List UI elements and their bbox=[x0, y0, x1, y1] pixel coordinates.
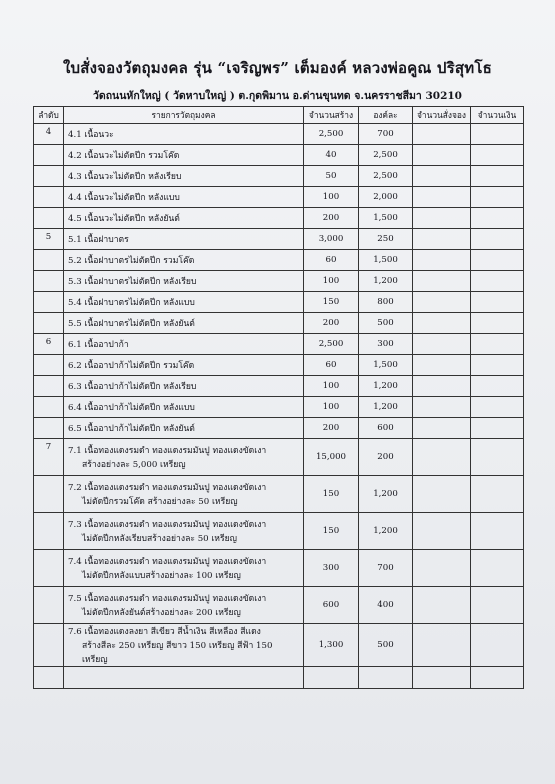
table-row bbox=[34, 229, 524, 250]
item-quantity-made: 100 bbox=[304, 271, 359, 292]
table-row bbox=[34, 145, 524, 166]
order-amount-cell[interactable] bbox=[471, 550, 524, 587]
order-quantity-cell[interactable] bbox=[413, 187, 471, 208]
item-quantity-made: 600 bbox=[304, 587, 359, 624]
table-row bbox=[34, 587, 524, 624]
table-header-row bbox=[34, 107, 524, 124]
item-description bbox=[64, 513, 304, 550]
item-description bbox=[64, 550, 304, 587]
order-amount-cell[interactable] bbox=[471, 250, 524, 271]
item-description-line1: 7.6 เนื้อทองแดงลงยา สีเขียว สีน้ำเงิน สีเหลือง สีแดง bbox=[68, 627, 261, 637]
item-quantity-made: 60 bbox=[304, 355, 359, 376]
item-unit-price: 2,500 bbox=[359, 145, 413, 166]
item-unit-price: 800 bbox=[359, 292, 413, 313]
item-description-line1: 6.2 เนื้ออาปาก้าไม่ตัดปีก รวมโค๊ด bbox=[68, 361, 195, 371]
table-row bbox=[34, 124, 524, 145]
item-description-line1: 4.4 เนื้อนวะไม่ตัดปีก หลังแบบ bbox=[68, 193, 180, 203]
order-quantity-cell[interactable] bbox=[413, 145, 471, 166]
order-quantity-cell[interactable] bbox=[413, 513, 471, 550]
item-unit-price: 700 bbox=[359, 550, 413, 587]
item-group-number bbox=[34, 250, 64, 271]
item-group-number bbox=[34, 397, 64, 418]
table-row bbox=[34, 208, 524, 229]
item-group-number bbox=[34, 271, 64, 292]
item-group-number bbox=[34, 550, 64, 587]
order-quantity-cell[interactable] bbox=[413, 124, 471, 145]
table-row bbox=[34, 418, 524, 439]
item-quantity-made: 15,000 bbox=[304, 439, 359, 476]
table-row bbox=[34, 550, 524, 587]
item-description bbox=[64, 313, 304, 334]
item-description bbox=[64, 250, 304, 271]
table-row bbox=[34, 513, 524, 550]
item-description-line1: 7.1 เนื้อทองแดงรมดำ ทองแดงรมมันปู ทองแดงขัดเงา bbox=[68, 446, 267, 456]
order-amount-cell[interactable] bbox=[471, 587, 524, 624]
table-row bbox=[34, 313, 524, 334]
order-amount-cell[interactable] bbox=[471, 476, 524, 513]
item-quantity-made: 60 bbox=[304, 250, 359, 271]
item-unit-price: 1,500 bbox=[359, 355, 413, 376]
order-quantity-cell[interactable] bbox=[413, 334, 471, 355]
item-group-number: 6 bbox=[34, 334, 64, 355]
order-quantity-cell[interactable] bbox=[413, 418, 471, 439]
item-unit-price: 1,500 bbox=[359, 208, 413, 229]
order-quantity-cell[interactable] bbox=[413, 313, 471, 334]
table-row bbox=[34, 476, 524, 513]
table-row bbox=[34, 292, 524, 313]
table-row bbox=[34, 376, 524, 397]
item-description bbox=[64, 418, 304, 439]
item-description-line1: 7.3 เนื้อทองแดงรมดำ ทองแดงรมมันปู ทองแดงขัดเงา bbox=[68, 520, 267, 530]
item-description bbox=[64, 667, 304, 689]
order-amount-cell[interactable] bbox=[471, 418, 524, 439]
table-body bbox=[34, 124, 524, 689]
item-group-number bbox=[34, 355, 64, 376]
order-amount-cell[interactable] bbox=[471, 229, 524, 250]
item-description bbox=[64, 124, 304, 145]
item-description-line1: 6.5 เนื้ออาปาก้าไม่ตัดปีก หลังยันต์ bbox=[68, 424, 195, 434]
item-description bbox=[64, 187, 304, 208]
item-group-number bbox=[34, 376, 64, 397]
order-quantity-cell[interactable] bbox=[413, 208, 471, 229]
item-group-number bbox=[34, 624, 64, 667]
table-row bbox=[34, 250, 524, 271]
order-quantity-cell[interactable] bbox=[413, 376, 471, 397]
item-unit-price: 1,200 bbox=[359, 513, 413, 550]
item-description bbox=[64, 208, 304, 229]
item-description bbox=[64, 292, 304, 313]
item-unit-price: 200 bbox=[359, 439, 413, 476]
item-unit-price: 1,200 bbox=[359, 397, 413, 418]
order-amount-cell[interactable] bbox=[471, 313, 524, 334]
order-quantity-cell[interactable] bbox=[413, 476, 471, 513]
item-group-number bbox=[34, 313, 64, 334]
document-title: ใบสั่งจองวัตถุมงคล รุ่น “เจริญพร” เต็มองค์ หลวงพ่อคูณ ปริสุทโธ bbox=[63, 59, 492, 77]
table-row bbox=[34, 187, 524, 208]
item-quantity-made: 100 bbox=[304, 397, 359, 418]
item-quantity-made: 150 bbox=[304, 292, 359, 313]
order-amount-cell[interactable] bbox=[471, 397, 524, 418]
order-amount-cell[interactable] bbox=[471, 187, 524, 208]
document-subtitle: วัดถนนหักใหญ่ ( วัดหาบใหญ่ ) ต.กุดพิมาน อ.ด่านขุนทด จ.นครราชสีมา 30210 bbox=[92, 90, 462, 102]
item-quantity-made: 200 bbox=[304, 418, 359, 439]
item-group-number: 7 bbox=[34, 439, 64, 476]
item-description-line1: 5.5 เนื้อฝาบาตรไม่ตัดปีก หลังยันต์ bbox=[68, 319, 195, 329]
item-description-line1: 7.4 เนื้อทองแดงรมดำ ทองแดงรมมันปู ทองแดงขัดเงา bbox=[68, 557, 267, 567]
item-description-line1: 4.1 เนื้อนวะ bbox=[68, 130, 114, 140]
item-quantity-made: 40 bbox=[304, 145, 359, 166]
item-unit-price: 300 bbox=[359, 334, 413, 355]
order-quantity-cell[interactable] bbox=[413, 624, 471, 667]
item-description-line2: สร้างสีละ 250 เหรียญ สีขาว 150 เหรียญ สีฟ้า 150 เหรียญ bbox=[82, 641, 273, 665]
item-description-line1: 5.2 เนื้อฝาบาตรไม่ตัดปีก รวมโค๊ด bbox=[68, 256, 195, 266]
order-quantity-cell[interactable] bbox=[413, 667, 471, 689]
item-group-number bbox=[34, 513, 64, 550]
item-description bbox=[64, 166, 304, 187]
order-amount-cell[interactable] bbox=[471, 355, 524, 376]
item-quantity-made: 3,000 bbox=[304, 229, 359, 250]
item-quantity-made: 200 bbox=[304, 208, 359, 229]
item-unit-price: 500 bbox=[359, 624, 413, 667]
item-description-line1: 7.2 เนื้อทองแดงรมดำ ทองแดงรมมันปู ทองแดงขัดเงา bbox=[68, 483, 267, 493]
item-unit-price bbox=[359, 667, 413, 689]
item-group-number: 5 bbox=[34, 229, 64, 250]
table-row bbox=[34, 624, 524, 667]
order-amount-cell[interactable] bbox=[471, 271, 524, 292]
item-quantity-made bbox=[304, 667, 359, 689]
item-description bbox=[64, 271, 304, 292]
order-quantity-cell[interactable] bbox=[413, 292, 471, 313]
header-item: รายการวัตถุมงคล bbox=[64, 107, 304, 124]
item-quantity-made: 200 bbox=[304, 313, 359, 334]
order-table bbox=[33, 106, 524, 689]
item-quantity-made: 300 bbox=[304, 550, 359, 587]
item-quantity-made: 100 bbox=[304, 187, 359, 208]
order-amount-cell[interactable] bbox=[471, 667, 524, 689]
item-description bbox=[64, 587, 304, 624]
item-description bbox=[64, 355, 304, 376]
item-unit-price: 2,000 bbox=[359, 187, 413, 208]
item-description-line1: 6.1 เนื้ออาปาก้า bbox=[68, 340, 129, 350]
item-description-line1: 5.3 เนื้อฝาบาตรไม่ตัดปีก หลังเรียบ bbox=[68, 277, 197, 287]
order-quantity-cell[interactable] bbox=[413, 166, 471, 187]
order-quantity-cell[interactable] bbox=[413, 397, 471, 418]
item-description bbox=[64, 439, 304, 476]
item-description-line2: ไม่ตัดปีกหลังแบบสร้างอย่างละ 100 เหรียญ bbox=[82, 571, 241, 581]
header-no: ลำดับ bbox=[34, 107, 64, 124]
order-table-wrap bbox=[33, 106, 523, 689]
item-group-number bbox=[34, 166, 64, 187]
order-amount-cell[interactable] bbox=[471, 208, 524, 229]
item-group-number bbox=[34, 476, 64, 513]
table-row bbox=[34, 166, 524, 187]
order-amount-cell[interactable] bbox=[471, 292, 524, 313]
item-quantity-made: 2,500 bbox=[304, 334, 359, 355]
header-amount: จำนวนเงิน bbox=[471, 107, 524, 124]
item-unit-price: 1,200 bbox=[359, 271, 413, 292]
item-description bbox=[64, 229, 304, 250]
item-description-line1: 4.5 เนื้อนวะไม่ตัดปีก หลังยันต์ bbox=[68, 214, 180, 224]
item-description-line1: 7.5 เนื้อทองแดงรมดำ ทองแดงรมมันปู ทองแดงขัดเงา bbox=[68, 594, 267, 604]
item-description-line2: ไม่ตัดปีกรวมโค๊ด สร้างอย่างละ 50 เหรียญ bbox=[82, 497, 238, 507]
item-quantity-made: 100 bbox=[304, 376, 359, 397]
item-description-line1: 5.1 เนื้อฝาบาตร bbox=[68, 235, 129, 245]
order-amount-cell[interactable] bbox=[471, 376, 524, 397]
item-group-number bbox=[34, 208, 64, 229]
item-quantity-made: 50 bbox=[304, 166, 359, 187]
item-quantity-made: 150 bbox=[304, 513, 359, 550]
item-unit-price: 250 bbox=[359, 229, 413, 250]
table-row bbox=[34, 355, 524, 376]
item-quantity-made: 1,300 bbox=[304, 624, 359, 667]
order-amount-cell[interactable] bbox=[471, 439, 524, 476]
table-row bbox=[34, 439, 524, 476]
order-quantity-cell[interactable] bbox=[413, 250, 471, 271]
item-description-line2: ไม่ตัดปีกหลังเรียบสร้างอย่างละ 50 เหรียญ bbox=[82, 534, 237, 544]
item-unit-price: 2,500 bbox=[359, 166, 413, 187]
order-amount-cell[interactable] bbox=[471, 624, 524, 667]
item-description-line2: ไม่ตัดปีกหลังยันต์สร้างอย่างละ 200 เหรียญ bbox=[82, 608, 241, 618]
table-row bbox=[34, 397, 524, 418]
item-description-line1: 4.2 เนื้อนวะไม่ตัดปีก รวมโค๊ด bbox=[68, 151, 180, 161]
item-description bbox=[64, 397, 304, 418]
item-group-number bbox=[34, 187, 64, 208]
order-quantity-cell[interactable] bbox=[413, 550, 471, 587]
order-amount-cell[interactable] bbox=[471, 166, 524, 187]
item-unit-price: 1,500 bbox=[359, 250, 413, 271]
item-description-line1: 4.3 เนื้อนวะไม่ตัดปีก หลังเรียบ bbox=[68, 172, 182, 182]
item-group-number bbox=[34, 292, 64, 313]
item-description-line1: 6.3 เนื้ออาปาก้าไม่ตัดปีก หลังเรียบ bbox=[68, 382, 197, 392]
order-quantity-cell[interactable] bbox=[413, 439, 471, 476]
table-row bbox=[34, 667, 524, 689]
order-amount-cell[interactable] bbox=[471, 334, 524, 355]
order-quantity-cell[interactable] bbox=[413, 587, 471, 624]
item-group-number: 4 bbox=[34, 124, 64, 145]
item-quantity-made: 150 bbox=[304, 476, 359, 513]
order-quantity-cell[interactable] bbox=[413, 355, 471, 376]
item-description bbox=[64, 476, 304, 513]
item-description bbox=[64, 624, 304, 667]
item-group-number bbox=[34, 145, 64, 166]
item-group-number bbox=[34, 418, 64, 439]
header-price: องค์ละ bbox=[359, 107, 413, 124]
table-row bbox=[34, 271, 524, 292]
table-row bbox=[34, 334, 524, 355]
item-description bbox=[64, 376, 304, 397]
header-order: จำนวนสั่งจอง bbox=[413, 107, 471, 124]
item-unit-price: 600 bbox=[359, 418, 413, 439]
item-unit-price: 1,200 bbox=[359, 476, 413, 513]
item-description-line2: สร้างอย่างละ 5,000 เหรียญ bbox=[82, 460, 186, 470]
order-quantity-cell[interactable] bbox=[413, 229, 471, 250]
item-unit-price: 500 bbox=[359, 313, 413, 334]
order-amount-cell[interactable] bbox=[471, 124, 524, 145]
order-amount-cell[interactable] bbox=[471, 145, 524, 166]
item-description-line1: 5.4 เนื้อฝาบาตรไม่ตัดปีก หลังแบบ bbox=[68, 298, 195, 308]
item-unit-price: 400 bbox=[359, 587, 413, 624]
header-qty: จำนวนสร้าง bbox=[304, 107, 359, 124]
item-quantity-made: 2,500 bbox=[304, 124, 359, 145]
item-group-number bbox=[34, 667, 64, 689]
item-description-line1: 6.4 เนื้ออาปาก้าไม่ตัดปีก หลังแบบ bbox=[68, 403, 195, 413]
order-quantity-cell[interactable] bbox=[413, 271, 471, 292]
item-group-number bbox=[34, 587, 64, 624]
order-amount-cell[interactable] bbox=[471, 513, 524, 550]
item-description bbox=[64, 334, 304, 355]
item-description bbox=[64, 145, 304, 166]
item-unit-price: 1,200 bbox=[359, 376, 413, 397]
item-unit-price: 700 bbox=[359, 124, 413, 145]
